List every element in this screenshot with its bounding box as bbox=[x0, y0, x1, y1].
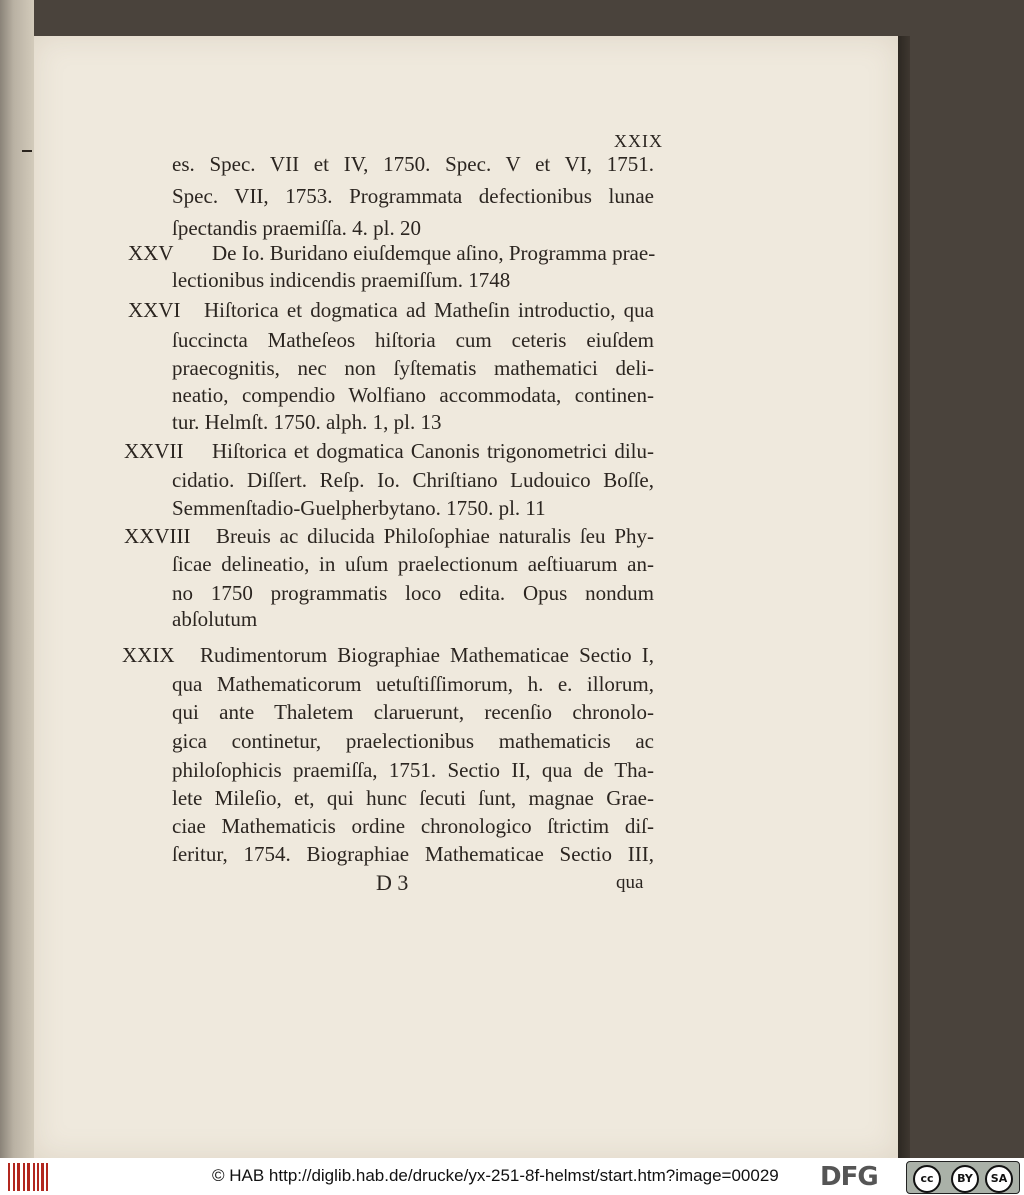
viewer-footer bbox=[0, 1158, 1024, 1195]
entry-number: XXV bbox=[128, 241, 174, 265]
text-line: Spec. VII, 1753. Programmata defectionibus lunae bbox=[172, 184, 654, 208]
text-line: Semmenſtadio-Guelpherbytano. 1750. pl. 11 bbox=[172, 496, 546, 520]
source-credit-link[interactable]: © HAB http://diglib.hab.de/drucke/yx-251-8f-helmst/start.htm?image=00029 bbox=[212, 1166, 779, 1185]
text-line: philoſophicis praemiſſa, 1751. Sectio II, qua de Tha- bbox=[172, 758, 654, 782]
text-line: ſpectandis praemiſſa. 4. pl. 20 bbox=[172, 216, 422, 240]
barcode-icon bbox=[8, 1163, 48, 1191]
text-line: Rudimentorum Biographiae Mathematicae Sectio I, bbox=[200, 643, 654, 667]
text-line: gica continetur, praelectionibus mathematicis ac bbox=[172, 729, 654, 753]
sa-icon: SA bbox=[985, 1165, 1013, 1193]
text-line: Breuis ac dilucida Philoſophiae naturalis ſeu Phy- bbox=[216, 524, 654, 548]
entry-number: XXIX bbox=[122, 643, 175, 667]
text-line: qui ante Thaletem claruerunt, recenſio chronolo- bbox=[172, 700, 654, 724]
text-line: neatio, compendio Wolfiano accommodata, continen- bbox=[172, 383, 654, 407]
license-badge[interactable] bbox=[906, 1161, 1020, 1194]
text-line: cidatio. Diſſert. Reſp. Io. Chriſtiano Ludouico Boſſe, bbox=[172, 468, 654, 492]
text-line: praecognitis, nec non ſyſtematis mathematici deli- bbox=[172, 356, 654, 380]
signature-mark: D 3 bbox=[376, 870, 409, 895]
previous-page-edge bbox=[0, 0, 34, 1158]
text-line: ſeritur, 1754. Biographiae Mathematicae Sectio III, bbox=[172, 842, 654, 866]
page-edge-mark bbox=[22, 150, 32, 152]
entry-number: XXVI bbox=[128, 298, 181, 322]
text-line: De Io. Buridano eiuſdemque aſino, Programma prae- bbox=[212, 241, 656, 265]
page-shadow bbox=[898, 36, 910, 1158]
text-line: ſuccincta Matheſeos hiſtoria cum ceteris eiuſdem bbox=[172, 328, 654, 352]
dfg-logo: DFG bbox=[820, 1162, 878, 1192]
text-line: es. Spec. VII et IV, 1750. Spec. V et VI, 1751. bbox=[172, 152, 654, 176]
text-line: ſicae delineatio, in uſum praelectionum aeſtiuarum an- bbox=[172, 552, 654, 576]
cc-icon: cc bbox=[913, 1165, 941, 1193]
text-line: ciae Mathematicis ordine chronologico ſtrictim diſ- bbox=[172, 814, 654, 838]
entry-number: XXVII bbox=[124, 439, 184, 463]
text-line: tur. Helmſt. 1750. alph. 1, pl. 13 bbox=[172, 410, 442, 434]
text-line: lete Mileſio, et, qui hunc ſecuti ſunt, magnae Grae- bbox=[172, 786, 654, 810]
catchword: qua bbox=[616, 872, 644, 893]
text-line: qua Mathematicorum uetuſtiſſimorum, h. e. illorum, bbox=[172, 672, 654, 696]
by-icon: BY bbox=[951, 1165, 979, 1193]
entry-number: XXVIII bbox=[124, 524, 191, 548]
text-line: no 1750 programmatis loco edita. Opus nondum bbox=[172, 581, 654, 605]
page-number: XXIX bbox=[614, 131, 663, 151]
text-line: Hiſtorica et dogmatica ad Matheſin introductio, qua bbox=[204, 298, 654, 322]
text-line: lectionibus indicendis praemiſſum. 1748 bbox=[172, 268, 511, 292]
text-line: Hiſtorica et dogmatica Canonis trigonometrici dilu- bbox=[212, 439, 654, 463]
text-line: abſolutum bbox=[172, 607, 258, 631]
